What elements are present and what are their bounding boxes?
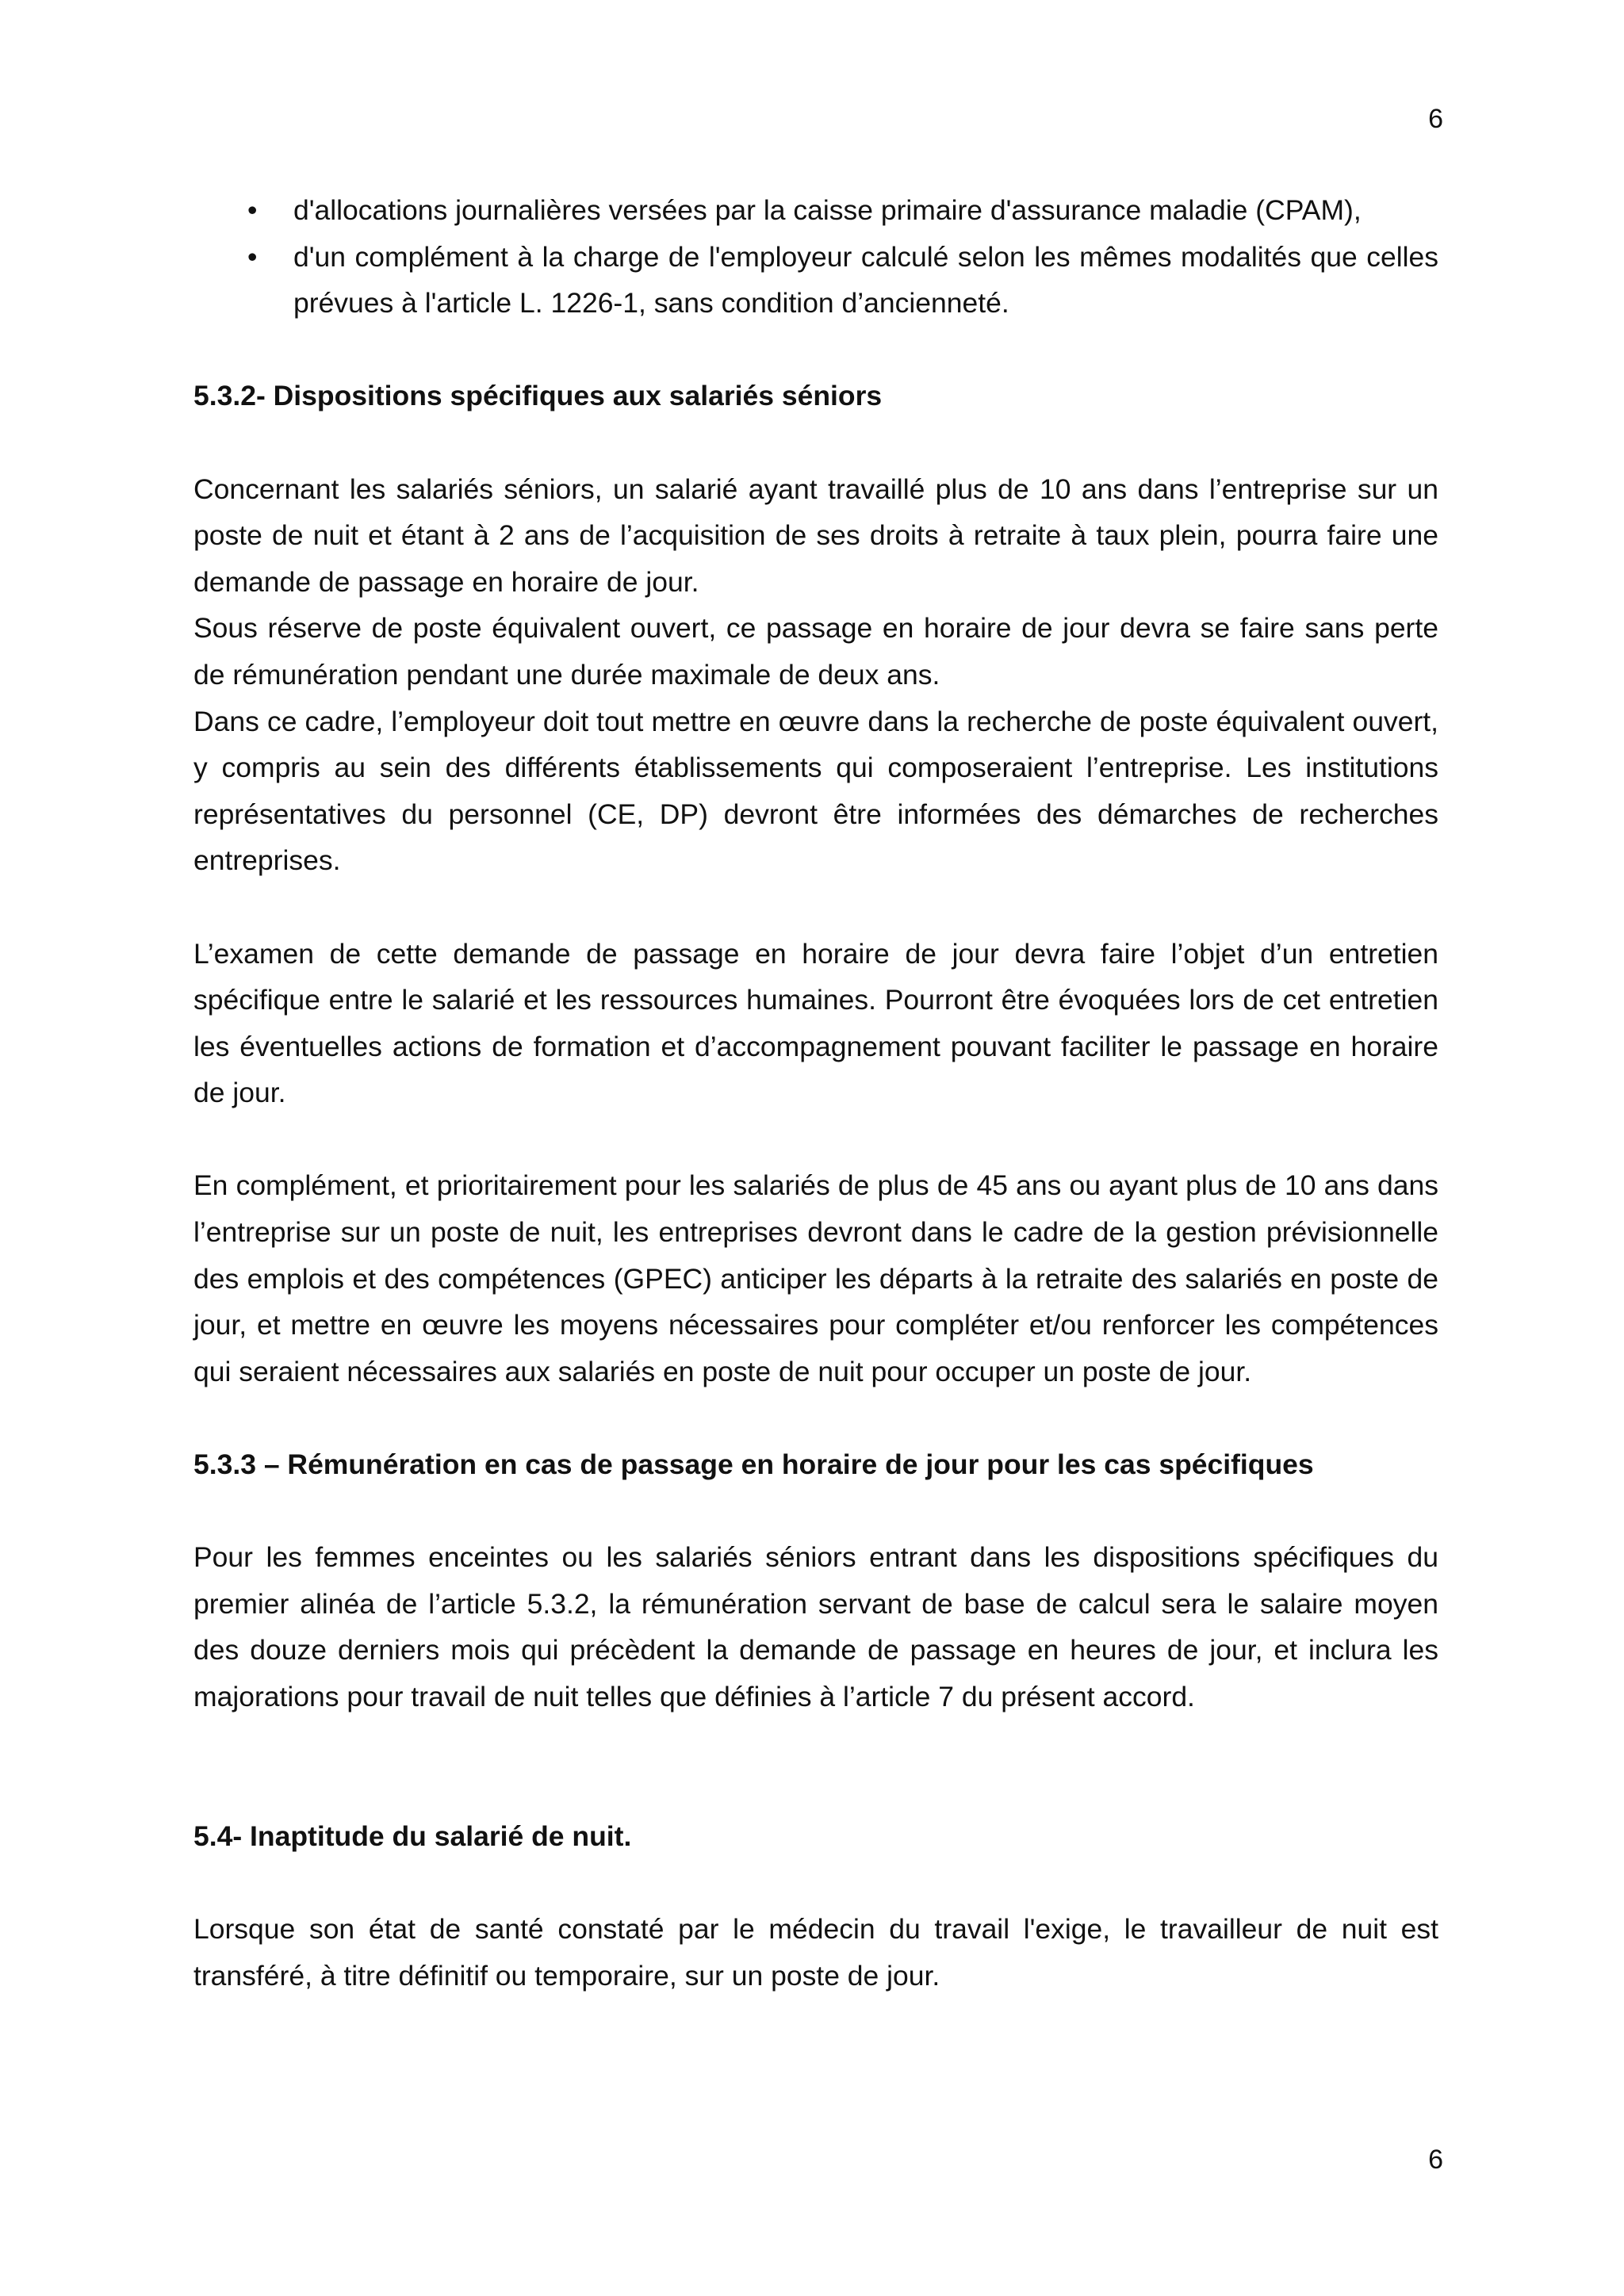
list-item-text: d'allocations journalières versées par la caisse primaire d'assurance maladie (CPAM), (293, 194, 1362, 226)
paragraph: Sous réserve de poste équivalent ouvert, ce passage en horaire de jour devra se faire sans perte de rémunération pendant une durée maximale de deux ans. (193, 612, 1438, 691)
page-number-top: 6 (1428, 104, 1443, 134)
bullet-icon: • (247, 194, 258, 226)
document-body (193, 187, 1438, 1999)
section-heading-533: 5.3.3 – Rémunération en cas de passage en horaire de jour pour les cas spécifiques (193, 1448, 1314, 1481)
paragraph: Dans ce cadre, l’employeur doit tout mettre en œuvre dans la recherche de poste équivalent ouvert, y compris au sein des différents établissements qui composeraient l’entreprise. Les institutions représentatives du personnel (CE, DP) devront être informées des démarches de recherches entreprises. (193, 705, 1438, 877)
list-item-text: d'un complément à la charge de l'employeur calculé selon les mêmes modalités que celles prévues à l'article L. 1226-1, sans condition d’ancienneté. (293, 240, 1438, 320)
section-heading-532: 5.3.2- Dispositions spécifiques aux salariés séniors (193, 380, 883, 412)
paragraph: L’examen de cette demande de passage en horaire de jour devra faire l’objet d’un entretien spécifique entre le salarié et les ressources humaines. Pourront être évoquées lors de cet entretien les éventuelles actions de formation et d’accompagnement pouvant faciliter le passage en horaire de jour. (193, 937, 1438, 1109)
paragraph: Lorsque son état de santé constaté par le médecin du travail l'exige, le travailleur de nuit est transféré, à titre définitif ou temporaire, sur un poste de jour. (193, 1912, 1438, 1992)
bullet-list (193, 187, 1438, 327)
paragraph: Pour les femmes enceintes ou les salariés séniors entrant dans les dispositions spécifiques du premier alinéa de l’article 5.3.2, la rémunération servant de base de calcul sera le salaire moyen des douze derniers mois qui précèdent la demande de passage en heures de jour, et inclura les majorations pour travail de nuit telles que définies à l’article 7 du présent accord. (193, 1541, 1438, 1712)
bullet-icon: • (247, 240, 258, 273)
paragraph: Concernant les salariés séniors, un salarié ayant travaillé plus de 10 ans dans l’entreprise sur un poste de nuit et étant à 2 ans de l’acquisition de ses droits à retraite à taux plein, pourra faire une demande de passage en horaire de jour. (193, 473, 1438, 598)
list-item (247, 187, 1438, 234)
list-item (247, 234, 1438, 327)
page-number-bottom: 6 (1428, 2145, 1443, 2175)
section-heading-54: 5.4- Inaptitude du salarié de nuit. (193, 1820, 632, 1852)
paragraph: En complément, et prioritairement pour les salariés de plus de 45 ans ou ayant plus de 10 ans dans l’entreprise sur un poste de nuit, les entreprises devront dans le cadre de la gestion prévisionnelle des emplois et des compétences (GPEC) anticiper les départs à la retraite des salariés en poste de jour, et mettre en œuvre les moyens nécessaires pour compléter et/ou renforcer les compétences qui seraient nécessaires aux salariés en poste de nuit pour occuper un poste de jour. (193, 1169, 1438, 1387)
